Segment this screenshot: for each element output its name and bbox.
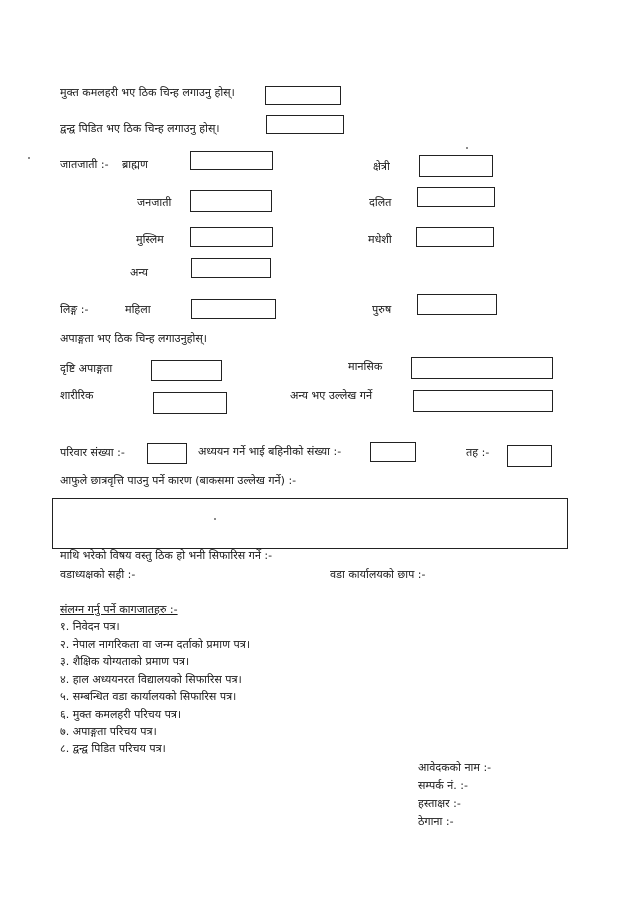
siblings-count-label: अध्ययन गर्ने भाई बहिनीको संख्या :- <box>198 445 342 458</box>
applicant-signature-label: हस्ताक्षर :- <box>418 797 461 810</box>
siblings-count-field[interactable] <box>370 442 416 462</box>
physical-disability-checkbox[interactable] <box>153 392 227 414</box>
family-size-label: परिवार संख्या :- <box>60 446 125 459</box>
kamlahari-checkbox[interactable] <box>265 86 341 105</box>
list-item: ५. सम्बन्धित वडा कार्यालयको सिफारिस पत्र। <box>60 690 237 703</box>
male-label: पुरुष <box>372 303 392 316</box>
muslim-label: मुस्लिम <box>136 233 164 246</box>
level-field[interactable] <box>507 445 552 467</box>
female-checkbox[interactable] <box>191 299 276 319</box>
documents-title: संलग्न गर्नु पर्ने कागजातहरु :- <box>60 603 178 616</box>
janajati-label: जनजाती <box>137 196 172 209</box>
brahmin-label: ब्राह्मण <box>122 158 148 171</box>
brahmin-checkbox[interactable] <box>190 151 273 170</box>
janajati-checkbox[interactable] <box>190 190 272 212</box>
dalit-label: दलित <box>369 196 392 209</box>
dalit-checkbox[interactable] <box>417 187 495 207</box>
madheshi-label: मधेशी <box>368 233 392 246</box>
chhetri-checkbox[interactable] <box>419 155 493 177</box>
mental-disability-checkbox[interactable] <box>411 357 553 379</box>
reason-label: आफुले छात्रवृत्ति पाउनु पर्ने कारण (बाकसमा उल्लेख गर्ने) :- <box>60 474 297 487</box>
list-item: २. नेपाल नागरिकता वा जन्म दर्ताको प्रमाण पत्र। <box>60 638 251 651</box>
conflict-victim-checkbox[interactable] <box>266 115 344 134</box>
mental-disability-label: मानसिक <box>348 360 383 373</box>
disability-label: अपाङ्गता भए ठिक चिन्ह लगाउनुहोस्। <box>60 332 207 345</box>
madheshi-checkbox[interactable] <box>416 227 494 247</box>
reason-textbox[interactable] <box>52 498 568 549</box>
list-item: ७. अपाङ्गता परिचय पत्र। <box>60 725 157 738</box>
female-label: महिला <box>125 303 151 316</box>
other-caste-label: अन्य <box>130 266 149 279</box>
recommendation-label: माथि भरेको विषय वस्तु ठिक हो भनी सिफारिस गर्ने :- <box>60 549 273 562</box>
ward-chair-signature-label: वडाध्यक्षको सही :- <box>60 568 136 581</box>
applicant-contact-label: सम्पर्क नं. :- <box>418 779 468 792</box>
visual-disability-checkbox[interactable] <box>151 360 222 381</box>
scan-speck <box>466 147 468 149</box>
scan-speck <box>214 518 216 520</box>
physical-disability-label: शारीरिक <box>60 389 94 402</box>
chhetri-label: क्षेत्री <box>373 160 390 173</box>
list-item: ३. शैक्षिक योग्यताको प्रमाण पत्र। <box>60 655 190 668</box>
muslim-checkbox[interactable] <box>190 227 273 247</box>
other-caste-checkbox[interactable] <box>191 258 271 278</box>
ward-stamp-label: वडा कार्यालयको छाप :- <box>330 568 426 581</box>
other-disability-field[interactable] <box>413 390 553 412</box>
scan-speck <box>28 157 30 159</box>
family-size-field[interactable] <box>147 443 187 464</box>
gender-label: लिङ्ग :- <box>60 303 89 316</box>
conflict-victim-label: द्वन्द्व पिडित भए ठिक चिन्ह लगाउनु होस्। <box>60 122 220 135</box>
other-disability-label: अन्य भए उल्लेख गर्ने <box>290 389 373 402</box>
caste-label: जातजाती :- <box>60 158 109 171</box>
applicant-name-label: आवेदकको नाम :- <box>418 761 492 774</box>
list-item: ४. हाल अध्ययनरत विद्यालयको सिफारिस पत्र। <box>60 673 242 686</box>
visual-disability-label: दृष्टि अपाङ्गता <box>60 362 113 375</box>
kamlahari-label: मुक्त कमलहरी भए ठिक चिन्ह लगाउनु होस्। <box>60 86 235 99</box>
list-item: ६. मुक्त कमलहरी परिचय पत्र। <box>60 708 182 721</box>
list-item: १. निवेदन पत्र। <box>60 620 120 633</box>
male-checkbox[interactable] <box>417 294 497 315</box>
list-item: ८. द्वन्द्व पिडित परिचय पत्र। <box>60 742 166 755</box>
applicant-address-label: ठेगाना :- <box>418 815 454 828</box>
level-label: तह :- <box>466 446 490 459</box>
